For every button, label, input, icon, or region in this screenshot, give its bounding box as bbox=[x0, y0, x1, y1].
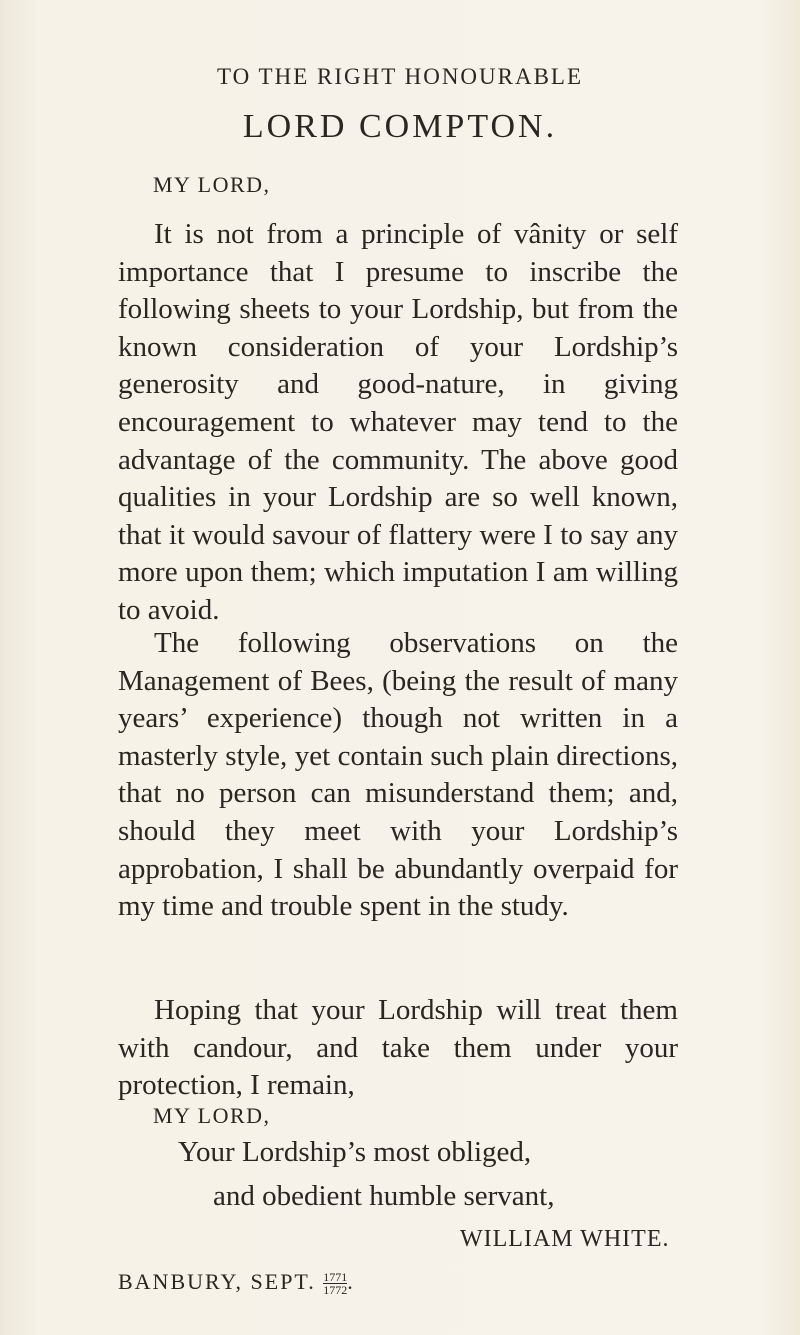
salutation: MY LORD, bbox=[153, 172, 271, 197]
year-fraction bbox=[323, 1271, 347, 1296]
year-top: 1771 bbox=[323, 1270, 348, 1285]
paragraph-3: Hoping that your Lordship will treat them with candour, and take them under your protection, I remain, bbox=[118, 994, 678, 1102]
dedication-heading-line-1: TO THE RIGHT HONOURABLE bbox=[216, 64, 584, 89]
paragraph-1: It is not from a principle of vânity or self importance that I presume to inscribe the following sheets to your Lordship, but from the known consideration of your Lordship’s generosity and good-nature, in giving encouragement to whatever may tend to the advantage of the community. The above good qualities in your Lordship are so well known, that it would savour of flattery were I to say any more upon them; which imputation I am willing to avoid. bbox=[118, 218, 678, 626]
signature: WILLIAM WHITE. bbox=[460, 1226, 670, 1252]
paragraph-2: The following observations on the Management of Bees, (being the result of many years’ experience) though not written in a masterly style, yet contain such plain directions, that no person can misunderstand them; and, should they meet with your Lordship’s approbation, I shall be abundantly overpaid for my time and trouble spent in the study. bbox=[118, 627, 678, 923]
closing-line-1: Your Lordship’s most obliged, bbox=[178, 1136, 532, 1168]
dedication-heading-line-2: LORD COMPTON. bbox=[242, 108, 558, 145]
year-bottom: 1772 bbox=[323, 1283, 348, 1298]
place-date: BANBURY, SEPT. $\frac{1771}{1772}$ . bbox=[118, 1269, 355, 1298]
place-date-text: BANBURY, SEPT. bbox=[118, 1269, 316, 1294]
closing-salutation: MY LORD, bbox=[153, 1103, 271, 1128]
closing-line-2: and obedient humble servant, bbox=[213, 1180, 555, 1212]
